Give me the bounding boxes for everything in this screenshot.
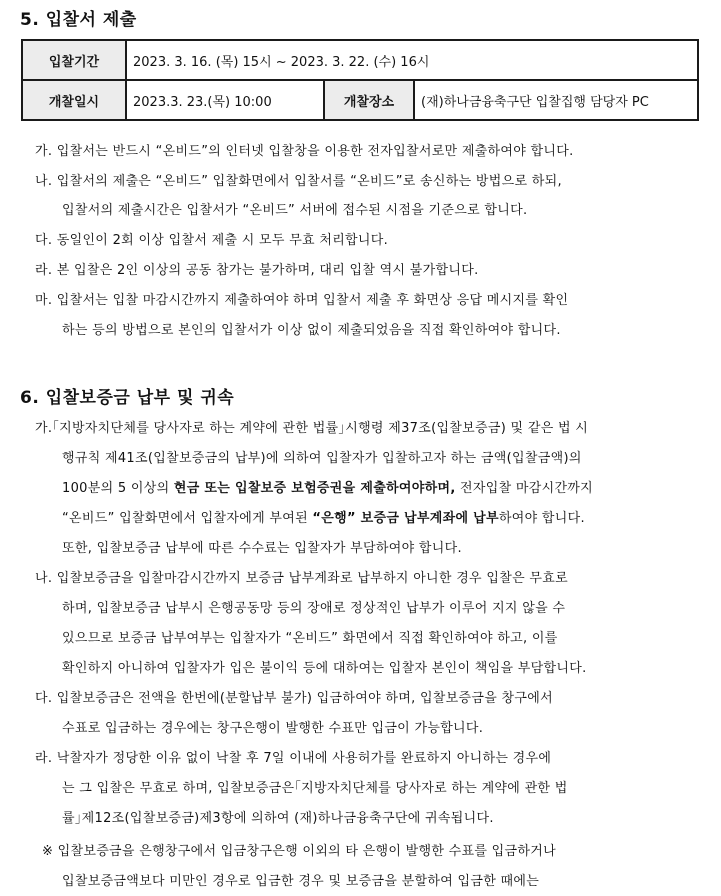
s6-item-da-1: 다. 입찰보증금은 전액을 한번에(분할납부 불가) 입금하여야 하며, 입찰보증금을 창구에서	[35, 691, 553, 706]
s6-ga-4-bold: “은행” 보증금 납부계좌에 납부	[312, 511, 499, 526]
table-row-opening	[22, 80, 698, 120]
s6-item-ra-3: 률｣제12조(입찰보증금)제3항에 의하여 (재)하나금융축구단에 귀속됩니다.	[62, 811, 494, 826]
s6-ga-4-text-c: 하여야 합니다.	[498, 511, 585, 526]
value-open-place: (재)하나금융축구단 입찰집행 담당자 PC	[414, 80, 698, 120]
s6-note-2: 입찰보증금액보다 미만인 경우로 입금한 경우 및 보증금을 분할하여 입금한 때에는	[62, 874, 540, 889]
s6-item-ga-2: 행규칙 제41조(입찰보증금의 납부)에 의하여 입찰자가 입찰하고자 하는 금액(입찰금액)의	[62, 451, 582, 466]
s6-ga-3-text-c: 전자입찰 마감시간까지	[455, 481, 594, 496]
s5-item-na-2: 입찰서의 제출시간은 입찰서가 “온비드” 서버에 접수된 시점을 기준으로 합니다.	[62, 203, 528, 218]
table-row-period	[22, 40, 698, 80]
s5-item-da: 다. 동일인이 2회 이상 입찰서 제출 시 모두 무효 처리합니다.	[35, 233, 389, 248]
s6-item-ra-2: 는 그 입찰은 무효로 하며, 입찰보증금은｢지방자치단체를 당사자로 하는 계약에 관한 법	[62, 781, 568, 796]
s6-item-na-4: 확인하지 아니하여 입찰자가 입은 불이익 등에 대하여는 입찰자 본인이 책임을 부담합니다.	[62, 661, 587, 676]
s6-ga-3-bold: 현금 또는 입찰보증 보험증권을 제출하여야하며,	[173, 481, 456, 496]
s6-item-ra-1: 라. 낙찰자가 정당한 이유 없이 낙찰 후 7일 이내에 사용허가를 완료하지 아니하는 경우에	[35, 751, 552, 766]
section-6-heading: 6. 입찰보증금 납부 및 귀속	[20, 388, 235, 408]
section-5-heading: 5. 입찰서 제출	[20, 10, 137, 30]
s6-item-ga-5: 또한, 입찰보증금 납부에 따른 수수료는 입찰자가 부담하여야 합니다.	[62, 541, 462, 556]
s6-item-ga-3	[62, 480, 593, 498]
s6-item-na-2: 하며, 입찰보증금 납부시 은행공동망 등의 장애로 정상적인 납부가 이루어 지지 않을 수	[62, 601, 566, 616]
s6-ga-3-text-a: 100분의 5 이상의	[62, 481, 174, 496]
s6-item-ga-4	[62, 510, 585, 528]
value-bid-period: 2023. 3. 16. (목) 15시 ~ 2023. 3. 22. (수) 16시	[126, 40, 698, 80]
label-open-date: 개찰일시	[22, 80, 126, 120]
s5-item-na-1: 나. 입찰서의 제출은 “온비드” 입찰화면에서 입찰서를 “온비드”로 송신하는 방법으로 하되,	[35, 174, 562, 189]
s6-item-ga-1: 가.｢지방자치단체를 당사자로 하는 계약에 관한 법률｣시행령 제37조(입찰보증금) 및 같은 법 시	[35, 421, 589, 436]
s6-item-na-3: 있으므로 보증금 납부여부는 입찰자가 “온비드” 화면에서 직접 확인하여야 하고, 이를	[62, 631, 558, 646]
label-bid-period: 입찰기간	[22, 40, 126, 80]
label-open-place: 개찰장소	[324, 80, 414, 120]
value-open-date: 2023.3. 23.(목) 10:00	[126, 80, 324, 120]
s6-item-da-2: 수표로 입금하는 경우에는 창구은행이 발행한 수표만 입금이 가능합니다.	[62, 721, 484, 736]
s6-ga-4-text-a: “온비드” 입찰화면에서 입찰자에게 부여된	[62, 511, 313, 526]
s6-note-1: ※ 입찰보증금을 은행창구에서 입금창구은행 이외의 타 은행이 발행한 수표를 입금하거나	[42, 844, 556, 859]
s5-item-ra: 라. 본 입찰은 2인 이상의 공동 참가는 불가하며, 대리 입찰 역시 불가합니다.	[35, 263, 479, 278]
s5-item-ma-2: 하는 등의 방법으로 본인의 입찰서가 이상 없이 제출되었음을 직접 확인하여야 합니다.	[62, 323, 561, 338]
bid-info-table	[21, 39, 699, 121]
s6-item-na-1: 나. 입찰보증금을 입찰마감시간까지 보증금 납부계좌로 납부하지 아니한 경우 입찰은 무효로	[35, 571, 568, 586]
s5-item-ga: 가. 입찰서는 반드시 “온비드”의 인터넷 입찰창을 이용한 전자입찰서로만 제출하여야 합니다.	[35, 144, 574, 159]
s5-item-ma-1: 마. 입찰서는 입찰 마감시간까지 제출하여야 하며 입찰서 제출 후 화면상 응답 메시지를 확인	[35, 293, 569, 308]
